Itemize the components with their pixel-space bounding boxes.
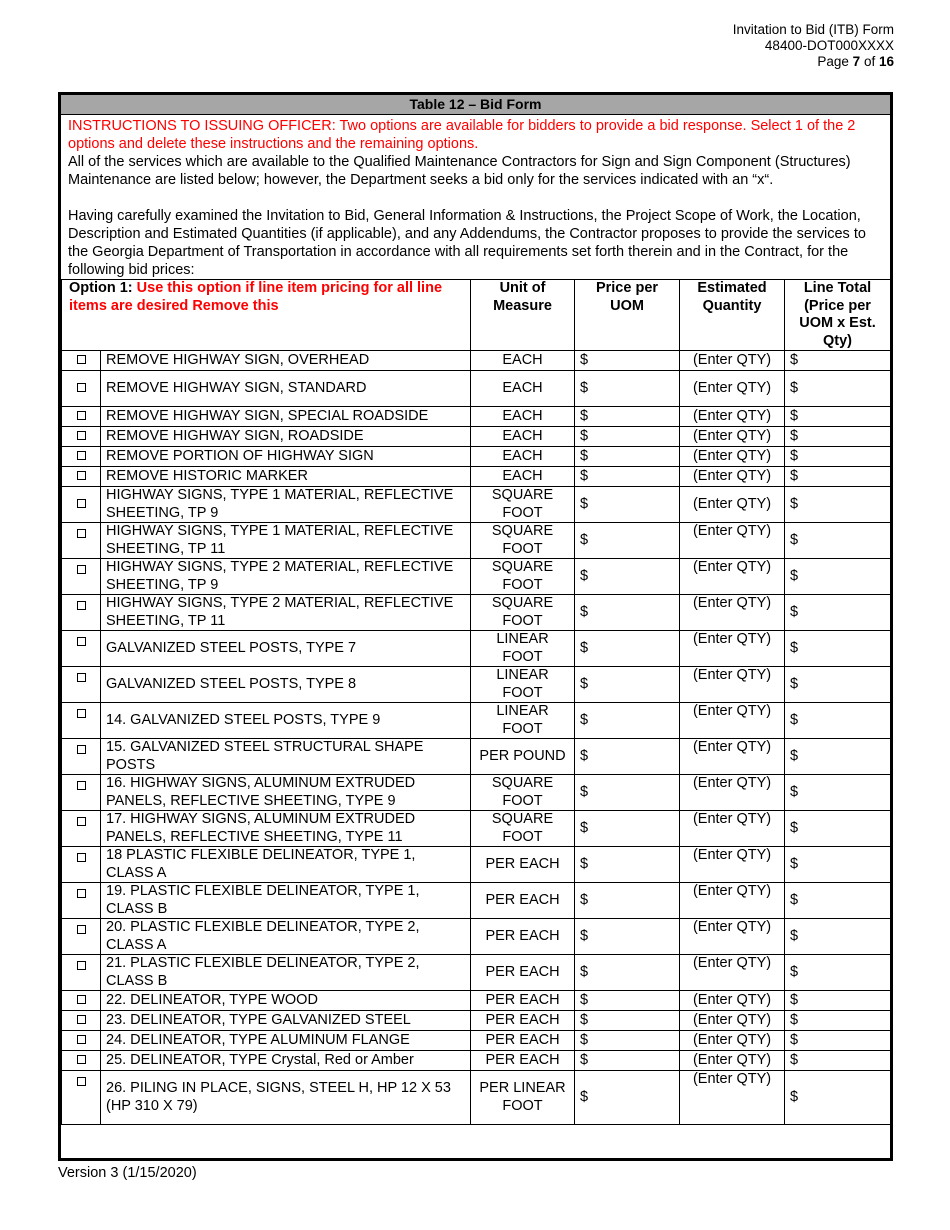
unit-of-measure: PER EACH	[471, 1051, 575, 1071]
checkbox-square-icon[interactable]	[77, 565, 86, 574]
quantity-field[interactable]: (Enter QTY)	[680, 371, 785, 407]
checkbox[interactable]	[62, 811, 101, 847]
line-total-field[interactable]: $	[785, 1071, 891, 1125]
unit-of-measure: EACH	[471, 407, 575, 427]
item-description: 14. GALVANIZED STEEL POSTS, TYPE 9	[101, 703, 471, 739]
checkbox[interactable]	[62, 631, 101, 667]
line-total-field[interactable]: $	[785, 703, 891, 739]
unit-of-measure: PER EACH	[471, 919, 575, 955]
unit-of-measure: PER EACH	[471, 1011, 575, 1031]
price-field[interactable]: $	[575, 407, 680, 427]
quantity-field[interactable]: (Enter QTY)	[680, 447, 785, 467]
table-row	[62, 467, 891, 487]
quantity-field[interactable]: (Enter QTY)	[680, 775, 785, 811]
checkbox-square-icon[interactable]	[77, 1035, 86, 1044]
table-row	[62, 559, 891, 595]
table-row	[62, 955, 891, 991]
item-description: HIGHWAY SIGNS, TYPE 1 MATERIAL, REFLECTIVE SHEETING, TP 11	[101, 523, 471, 559]
line-total-field[interactable]: $	[785, 559, 891, 595]
intro-text	[61, 115, 890, 279]
checkbox-square-icon[interactable]	[77, 673, 86, 682]
quantity-field[interactable]: (Enter QTY)	[680, 351, 785, 371]
table-row	[62, 523, 891, 559]
price-field[interactable]: $	[575, 919, 680, 955]
checkbox-square-icon[interactable]	[77, 1015, 86, 1024]
quantity-field[interactable]: (Enter QTY)	[680, 523, 785, 559]
unit-of-measure: PER EACH	[471, 955, 575, 991]
examined-paragraph: Having carefully examined the Invitation to Bid, General Information & Instructions, the Project Scope of Work, the Location, Description and Estimated Quantities (if applicable), and any Addendums, the Contractor proposes to provide the services to the Georgia Department of Transportation in accordance with all requirements set forth therein and in the Contract, for the following bid prices:	[68, 208, 866, 278]
line-total-field[interactable]: $	[785, 1051, 891, 1071]
checkbox[interactable]	[62, 595, 101, 631]
table-row	[62, 847, 891, 883]
item-description: 18 PLASTIC FLEXIBLE DELINEATOR, TYPE 1, CLASS A	[101, 847, 471, 883]
total-header: Line Total (Price per UOM x Est. Qty)	[785, 280, 891, 351]
price-field[interactable]: $	[575, 667, 680, 703]
line-total-field[interactable]: $	[785, 427, 891, 447]
quantity-field[interactable]: (Enter QTY)	[680, 919, 785, 955]
version-footer: Version 3 (1/15/2020)	[58, 1165, 197, 1181]
item-description: REMOVE HIGHWAY SIGN, SPECIAL ROADSIDE	[101, 407, 471, 427]
checkbox-square-icon[interactable]	[77, 637, 86, 646]
item-description: HIGHWAY SIGNS, TYPE 2 MATERIAL, REFLECTIVE SHEETING, TP 9	[101, 559, 471, 595]
unit-of-measure: PER EACH	[471, 991, 575, 1011]
line-total-field[interactable]: $	[785, 487, 891, 523]
line-total-field[interactable]: $	[785, 447, 891, 467]
quantity-field[interactable]: (Enter QTY)	[680, 1071, 785, 1125]
price-field[interactable]: $	[575, 371, 680, 407]
price-field[interactable]: $	[575, 883, 680, 919]
line-total-field[interactable]: $	[785, 739, 891, 775]
checkbox-square-icon[interactable]	[77, 1055, 86, 1064]
price-field[interactable]: $	[575, 955, 680, 991]
page-number: Page 7 of 16	[817, 54, 894, 69]
issuing-officer-instructions: INSTRUCTIONS TO ISSUING OFFICER: Two options are available for bidders to provide a bid response. Select 1 of the 2 options and delete these instructions and the remaining options.	[68, 118, 856, 152]
unit-of-measure: EACH	[471, 351, 575, 371]
table-row	[62, 371, 891, 407]
item-description: REMOVE HIGHWAY SIGN, STANDARD	[101, 371, 471, 407]
table-row	[62, 775, 891, 811]
price-field[interactable]: $	[575, 631, 680, 667]
line-total-field[interactable]: $	[785, 371, 891, 407]
item-description: 21. PLASTIC FLEXIBLE DELINEATOR, TYPE 2, CLASS B	[101, 955, 471, 991]
checkbox-square-icon[interactable]	[77, 355, 86, 364]
line-total-field[interactable]: $	[785, 955, 891, 991]
checkbox-square-icon[interactable]	[77, 1077, 86, 1086]
item-description: 24. DELINEATOR, TYPE ALUMINUM FLANGE	[101, 1031, 471, 1051]
price-field[interactable]: $	[575, 559, 680, 595]
checkbox[interactable]	[62, 1071, 101, 1125]
line-total-field[interactable]: $	[785, 595, 891, 631]
quantity-field[interactable]: (Enter QTY)	[680, 427, 785, 447]
table-row	[62, 667, 891, 703]
table-row	[62, 427, 891, 447]
checkbox-square-icon[interactable]	[77, 499, 86, 508]
quantity-field[interactable]: (Enter QTY)	[680, 559, 785, 595]
table-row	[62, 407, 891, 427]
unit-of-measure: SQUARE FOOT	[471, 595, 575, 631]
table-row	[62, 883, 891, 919]
item-description: REMOVE PORTION OF HIGHWAY SIGN	[101, 447, 471, 467]
checkbox-square-icon[interactable]	[77, 995, 86, 1004]
line-total-field[interactable]: $	[785, 919, 891, 955]
line-total-field[interactable]: $	[785, 1031, 891, 1051]
quantity-field[interactable]: (Enter QTY)	[680, 847, 785, 883]
table-title: Table 12 – Bid Form	[61, 95, 890, 115]
page-header	[733, 22, 894, 70]
qty-header: Estimated Quantity	[680, 280, 785, 351]
checkbox[interactable]	[62, 559, 101, 595]
quantity-field[interactable]: (Enter QTY)	[680, 631, 785, 667]
quantity-field[interactable]: (Enter QTY)	[680, 1011, 785, 1031]
price-field[interactable]: $	[575, 991, 680, 1011]
checkbox[interactable]	[62, 847, 101, 883]
unit-of-measure: SQUARE FOOT	[471, 523, 575, 559]
price-field[interactable]: $	[575, 811, 680, 847]
unit-of-measure: PER EACH	[471, 883, 575, 919]
table-row	[62, 1051, 891, 1071]
item-description: 22. DELINEATOR, TYPE WOOD	[101, 991, 471, 1011]
checkbox[interactable]	[62, 775, 101, 811]
quantity-field[interactable]: (Enter QTY)	[680, 883, 785, 919]
checkbox[interactable]	[62, 487, 101, 523]
line-total-field[interactable]: $	[785, 407, 891, 427]
checkbox[interactable]	[62, 739, 101, 775]
price-field[interactable]: $	[575, 487, 680, 523]
checkbox-square-icon[interactable]	[77, 451, 86, 460]
unit-of-measure: PER EACH	[471, 847, 575, 883]
checkbox[interactable]	[62, 883, 101, 919]
quantity-field[interactable]: (Enter QTY)	[680, 467, 785, 487]
bid-rows	[62, 351, 891, 1125]
unit-of-measure: PER EACH	[471, 1031, 575, 1051]
unit-of-measure: PER LINEAR FOOT	[471, 1071, 575, 1125]
unit-of-measure: EACH	[471, 371, 575, 407]
unit-of-measure: EACH	[471, 467, 575, 487]
option-header: Option 1: Use this option if line item pricing for all line items are desired Remove this	[62, 280, 471, 351]
checkbox-square-icon[interactable]	[77, 817, 86, 826]
line-total-field[interactable]: $	[785, 847, 891, 883]
checkbox[interactable]	[62, 991, 101, 1011]
item-description: GALVANIZED STEEL POSTS, TYPE 7	[101, 631, 471, 667]
item-description: 19. PLASTIC FLEXIBLE DELINEATOR, TYPE 1, CLASS B	[101, 883, 471, 919]
unit-of-measure: LINEAR FOOT	[471, 667, 575, 703]
table-row	[62, 739, 891, 775]
line-total-field[interactable]: $	[785, 775, 891, 811]
table-row	[62, 811, 891, 847]
unit-of-measure: SQUARE FOOT	[471, 559, 575, 595]
checkbox[interactable]	[62, 523, 101, 559]
unit-of-measure: SQUARE FOOT	[471, 487, 575, 523]
table-row	[62, 631, 891, 667]
checkbox[interactable]	[62, 427, 101, 447]
table-row	[62, 487, 891, 523]
unit-of-measure: LINEAR FOOT	[471, 631, 575, 667]
table-row	[62, 1031, 891, 1051]
quantity-field[interactable]: (Enter QTY)	[680, 1031, 785, 1051]
item-description: 26. PILING IN PLACE, SIGNS, STEEL H, HP 12 X 53 (HP 310 X 79)	[101, 1071, 471, 1125]
item-description: 17. HIGHWAY SIGNS, ALUMINUM EXTRUDED PANELS, REFLECTIVE SHEETING, TYPE 11	[101, 811, 471, 847]
unit-of-measure: SQUARE FOOT	[471, 775, 575, 811]
price-field[interactable]: $	[575, 1031, 680, 1051]
table-row	[62, 1011, 891, 1031]
unit-of-measure: EACH	[471, 447, 575, 467]
price-field[interactable]: $	[575, 595, 680, 631]
checkbox-square-icon[interactable]	[77, 709, 86, 718]
checkbox[interactable]	[62, 703, 101, 739]
quantity-field[interactable]: (Enter QTY)	[680, 955, 785, 991]
price-field[interactable]: $	[575, 847, 680, 883]
item-description: GALVANIZED STEEL POSTS, TYPE 8	[101, 667, 471, 703]
price-field[interactable]: $	[575, 1071, 680, 1125]
table-row	[62, 703, 891, 739]
checkbox-square-icon[interactable]	[77, 781, 86, 790]
checkbox[interactable]	[62, 667, 101, 703]
line-total-field[interactable]: $	[785, 523, 891, 559]
checkbox-square-icon[interactable]	[77, 411, 86, 420]
item-description: 16. HIGHWAY SIGNS, ALUMINUM EXTRUDED PANELS, REFLECTIVE SHEETING, TYPE 9	[101, 775, 471, 811]
quantity-field[interactable]: (Enter QTY)	[680, 487, 785, 523]
table-row	[62, 351, 891, 371]
unit-of-measure: EACH	[471, 427, 575, 447]
checkbox-square-icon[interactable]	[77, 961, 86, 970]
price-header: Price per UOM	[575, 280, 680, 351]
price-field[interactable]: $	[575, 447, 680, 467]
checkbox[interactable]	[62, 447, 101, 467]
checkbox-square-icon[interactable]	[77, 383, 86, 392]
quantity-field[interactable]: (Enter QTY)	[680, 1051, 785, 1071]
price-field[interactable]: $	[575, 427, 680, 447]
line-total-field[interactable]: $	[785, 667, 891, 703]
checkbox[interactable]	[62, 1011, 101, 1031]
checkbox-square-icon[interactable]	[77, 471, 86, 480]
unit-of-measure: LINEAR FOOT	[471, 703, 575, 739]
form-title: Invitation to Bid (ITB) Form	[732, 22, 894, 37]
form-number: 48400-DOT000XXXX	[764, 38, 894, 53]
unit-header: Unit of Measure	[471, 280, 575, 351]
bid-table	[61, 279, 891, 1125]
quantity-field[interactable]: (Enter QTY)	[680, 811, 785, 847]
checkbox-square-icon[interactable]	[77, 745, 86, 754]
item-description: REMOVE HIGHWAY SIGN, ROADSIDE	[101, 427, 471, 447]
checkbox[interactable]	[62, 1031, 101, 1051]
price-field[interactable]: $	[575, 739, 680, 775]
line-total-field[interactable]: $	[785, 467, 891, 487]
checkbox-square-icon[interactable]	[77, 601, 86, 610]
table-row	[62, 991, 891, 1011]
line-total-field[interactable]: $	[785, 811, 891, 847]
line-total-field[interactable]: $	[785, 631, 891, 667]
checkbox[interactable]	[62, 1051, 101, 1071]
line-total-field[interactable]: $	[785, 1011, 891, 1031]
quantity-field[interactable]: (Enter QTY)	[680, 407, 785, 427]
price-field[interactable]: $	[575, 467, 680, 487]
table-row	[62, 447, 891, 467]
item-description: 23. DELINEATOR, TYPE GALVANIZED STEEL	[101, 1011, 471, 1031]
price-field[interactable]: $	[575, 523, 680, 559]
item-description: REMOVE HISTORIC MARKER	[101, 467, 471, 487]
price-field[interactable]: $	[575, 775, 680, 811]
quantity-field[interactable]: (Enter QTY)	[680, 667, 785, 703]
table-row	[62, 1071, 891, 1125]
checkbox[interactable]	[62, 919, 101, 955]
checkbox-square-icon[interactable]	[77, 431, 86, 440]
unit-of-measure: PER POUND	[471, 739, 575, 775]
price-field[interactable]: $	[575, 1051, 680, 1071]
line-total-field[interactable]: $	[785, 351, 891, 371]
checkbox-square-icon[interactable]	[77, 853, 86, 862]
checkbox[interactable]	[62, 467, 101, 487]
price-field[interactable]: $	[575, 351, 680, 371]
unit-of-measure: SQUARE FOOT	[471, 811, 575, 847]
checkbox[interactable]	[62, 407, 101, 427]
price-field[interactable]: $	[575, 1011, 680, 1031]
checkbox[interactable]	[62, 955, 101, 991]
quantity-field[interactable]: (Enter QTY)	[680, 595, 785, 631]
item-description: HIGHWAY SIGNS, TYPE 2 MATERIAL, REFLECTIVE SHEETING, TP 11	[101, 595, 471, 631]
checkbox[interactable]	[62, 351, 101, 371]
price-field[interactable]: $	[575, 703, 680, 739]
item-description: 20. PLASTIC FLEXIBLE DELINEATOR, TYPE 2, CLASS A	[101, 919, 471, 955]
item-description: 25. DELINEATOR, TYPE Crystal, Red or Amber	[101, 1051, 471, 1071]
quantity-field[interactable]: (Enter QTY)	[680, 703, 785, 739]
item-description: 15. GALVANIZED STEEL STRUCTURAL SHAPE POSTS	[101, 739, 471, 775]
bid-form-frame	[58, 92, 893, 1161]
quantity-field[interactable]: (Enter QTY)	[680, 739, 785, 775]
services-paragraph: All of the services which are available to the Qualified Maintenance Contractors for Sign and Sign Component (Structures) Maintenance are listed below; however, the Department seeks a bid only for the services indicated with an “x“.	[68, 154, 851, 188]
checkbox-square-icon[interactable]	[77, 889, 86, 898]
item-description: REMOVE HIGHWAY SIGN, OVERHEAD	[101, 351, 471, 371]
line-total-field[interactable]: $	[785, 883, 891, 919]
item-description: HIGHWAY SIGNS, TYPE 1 MATERIAL, REFLECTIVE SHEETING, TP 9	[101, 487, 471, 523]
checkbox[interactable]	[62, 371, 101, 407]
checkbox-square-icon[interactable]	[77, 529, 86, 538]
table-row	[62, 919, 891, 955]
table-header-row	[62, 280, 891, 351]
table-row	[62, 595, 891, 631]
checkbox-square-icon[interactable]	[77, 925, 86, 934]
line-total-field[interactable]: $	[785, 991, 891, 1011]
quantity-field[interactable]: (Enter QTY)	[680, 991, 785, 1011]
